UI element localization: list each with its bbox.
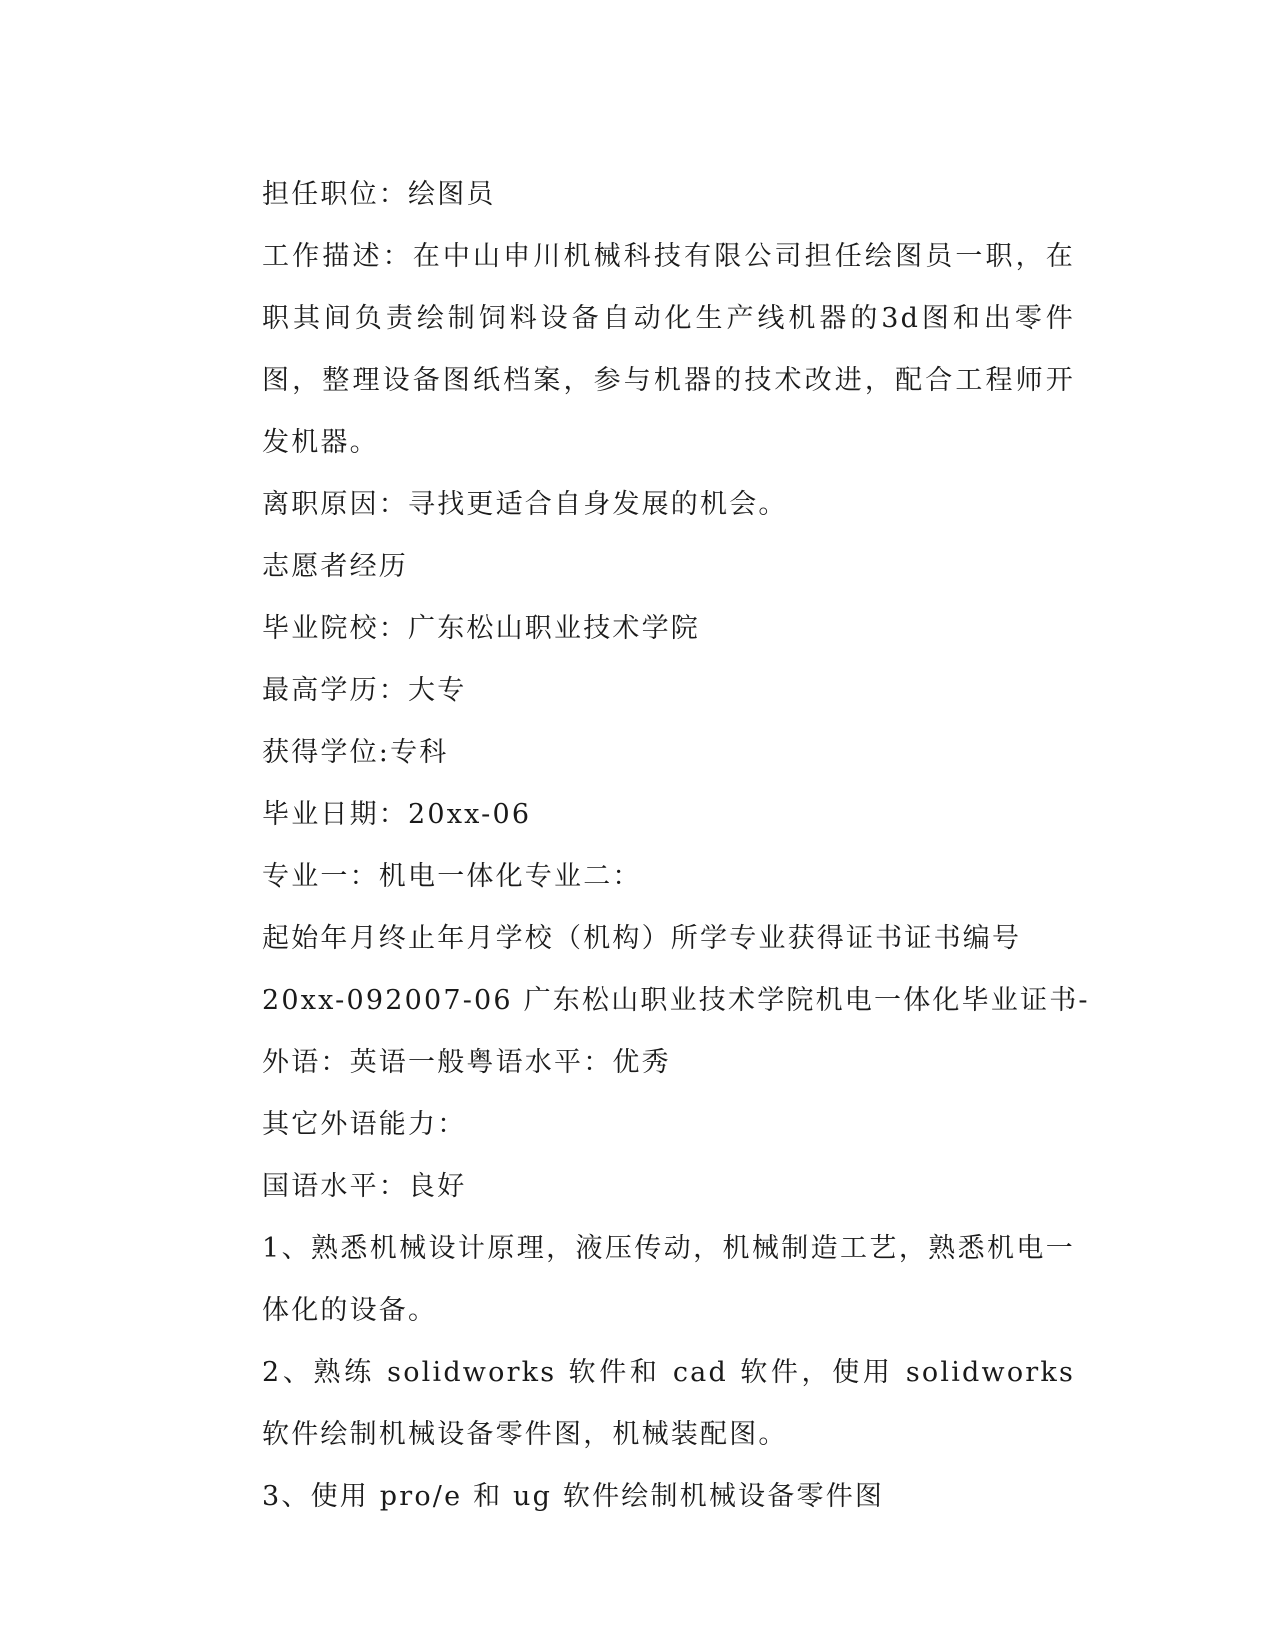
education-line: 最高学历：大专 (262, 675, 467, 706)
certificate-row: 20xx-092007-06 广东松山职业技术学院机电一体化毕业证书- (262, 985, 1090, 1016)
volunteer-heading: 志愿者经历 (262, 551, 408, 582)
school-line: 毕业院校：广东松山职业技术学院 (262, 613, 700, 644)
mandarin-line: 国语水平：良好 (262, 1171, 467, 1202)
degree-line: 获得学位:专科 (262, 737, 449, 768)
skill-item-3: 3、使用 pro/e 和 ug 软件绘制机械设备零件图 (262, 1481, 885, 1512)
language-line: 外语：英语一般粤语水平：优秀 (262, 1047, 671, 1078)
position-line: 担任职位：绘图员 (262, 179, 496, 210)
certificate-header-line: 起始年月终止年月学校（机构）所学专业获得证书证书编号 (262, 923, 1022, 954)
job-description-paragraph: 工作描述：在中山申川机械科技有限公司担任绘图员一职，在职其间负责绘制饲料设备自动化生产线机器的3d图和出零件图，整理设备图纸档案，参与机器的技术改进，配合工程师开发机器。 (262, 241, 1075, 458)
other-language-line: 其它外语能力： (262, 1109, 467, 1140)
graduation-date-line: 毕业日期：20xx-06 (262, 799, 532, 830)
leave-reason-line: 离职原因：寻找更适合自身发展的机会。 (262, 489, 788, 520)
skill-item-2: 2、熟练 solidworks 软件和 cad 软件，使用 solidworks 软件绘制机械设备零件图，机械装配图。 (262, 1357, 1075, 1450)
document-body (190, 164, 1090, 1528)
skill-item-1: 1、熟悉机械设计原理，液压传动，机械制造工艺，熟悉机电一体化的设备。 (262, 1233, 1075, 1326)
major-line: 专业一：机电一体化专业二： (262, 861, 642, 892)
